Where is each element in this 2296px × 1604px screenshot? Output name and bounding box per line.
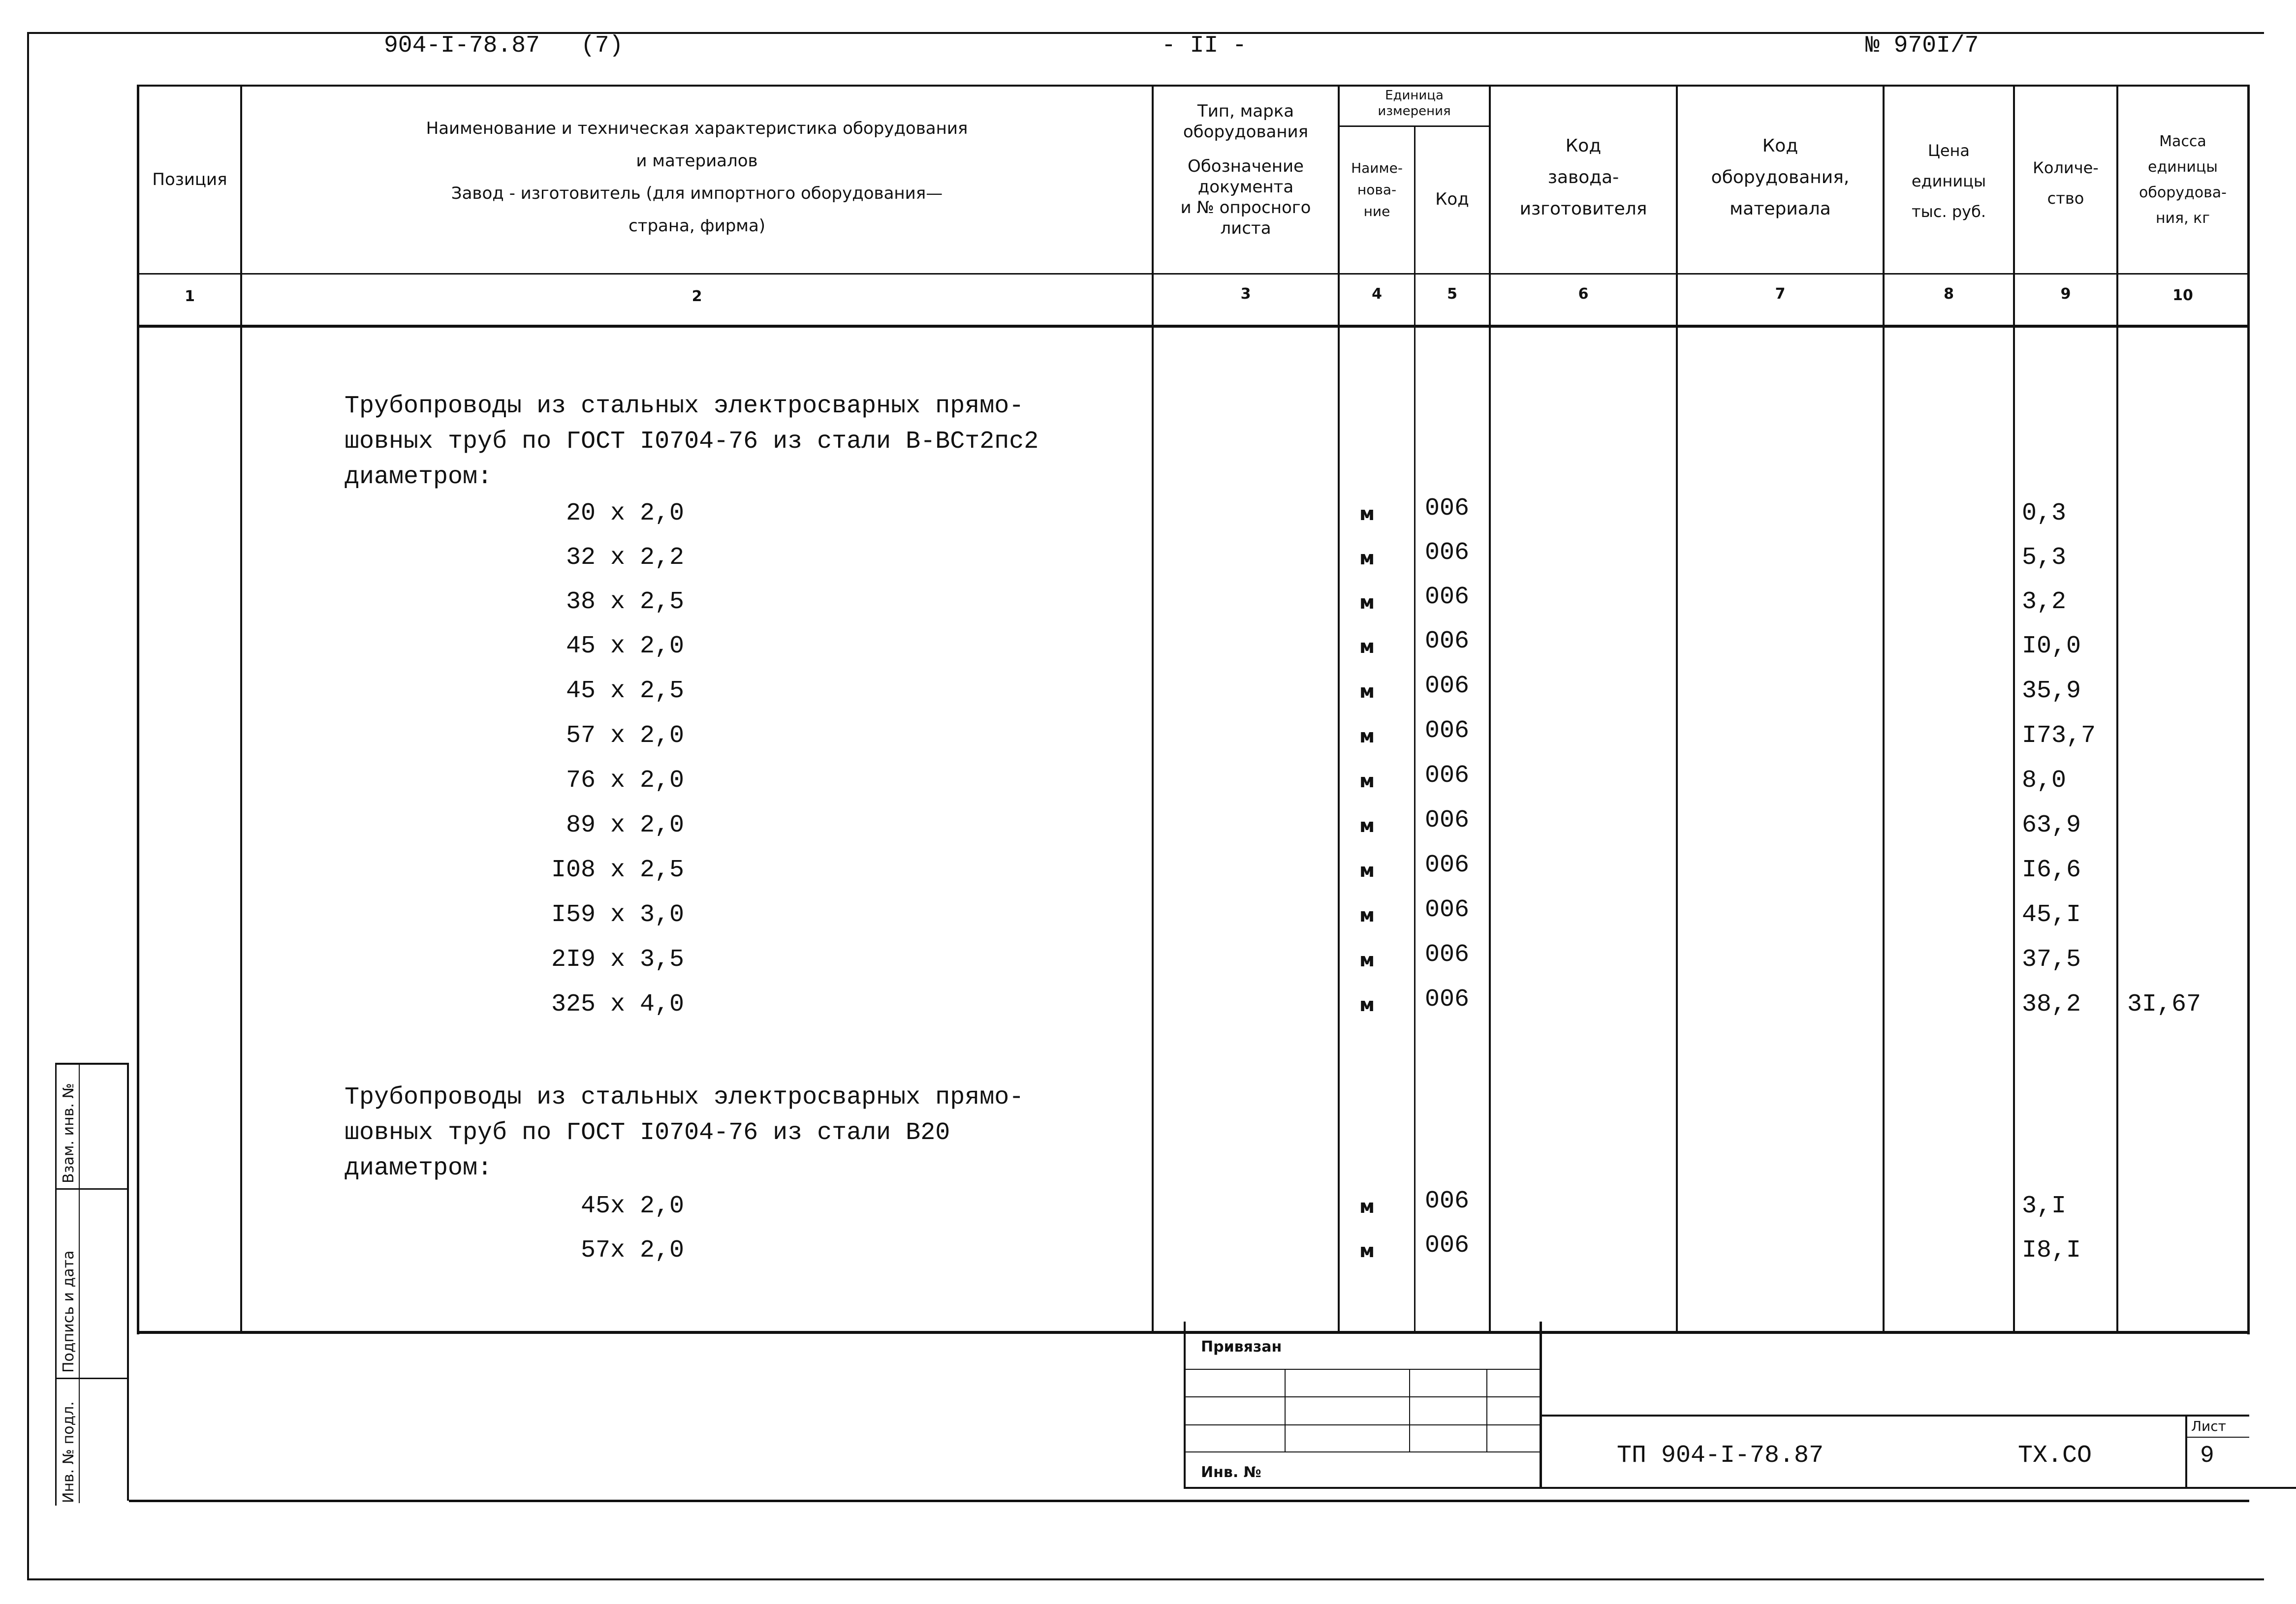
col-header-unit-group: Единица измерения: [1378, 88, 1451, 119]
pipe-size: I08 x 2,5: [551, 856, 684, 884]
table-bottom-line: [137, 1331, 2249, 1334]
unit-code: 006: [1425, 627, 1470, 655]
col-num-6: 6: [1578, 285, 1589, 303]
sheet-ref: (7): [581, 32, 624, 59]
unit-name: м: [1359, 680, 1375, 702]
col-header-unit-name: Наиме- нова- ние: [1351, 160, 1403, 219]
unit-group-divider: [1338, 125, 1490, 127]
pipe-size: 89 x 2,0: [566, 811, 684, 839]
frame-bottom-line: [27, 1578, 2264, 1580]
col-num-3: 3: [1240, 285, 1251, 303]
col-divider-4: [1414, 125, 1415, 1333]
quantity: 8,0: [2022, 767, 2067, 795]
section1-description: Трубопроводы из стальных электросварных прямо- шовных труб по ГОСТ I0704-76 из стали В-ВСт2пс2 диаметром:: [345, 392, 1039, 491]
quantity: 0,3: [2022, 499, 2067, 527]
col-divider-7: [1883, 85, 1885, 1333]
pipe-size: 45x 2,0: [580, 1192, 684, 1220]
section2-description: Трубопроводы из стальных электросварных прямо- шовных труб по ГОСТ I0704-76 из стали В20 диаметром:: [345, 1083, 1024, 1182]
quantity: 5,3: [2022, 544, 2067, 572]
col-header-name: Наименование и техническая характеристика оборудования и материалов Завод - изготовитель (для импортного оборудования— страна, фирма): [426, 119, 968, 236]
stamp-title-line: [1542, 1415, 2249, 1417]
col-header-quantity: Количе- ство: [2033, 158, 2099, 208]
unit-code: 006: [1425, 539, 1470, 567]
unit-code: 006: [1425, 851, 1470, 879]
unit-name: м: [1359, 503, 1375, 524]
quantity: 37,5: [2022, 946, 2081, 974]
col-divider-3: [1338, 85, 1340, 1333]
stamp-bottom-line: [129, 1500, 2249, 1502]
numbers-separator-line: [137, 325, 2249, 328]
col-divider-2: [1152, 85, 1154, 1333]
side-stamp-inv-original: Инв. № подл.: [60, 1401, 77, 1503]
col-header-unit-code: Код: [1435, 189, 1469, 209]
table-right-line: [2247, 85, 2250, 1334]
archive-number: № 970I/7: [1865, 32, 1979, 59]
sheet-box-divider: [2187, 1437, 2249, 1438]
pipe-size: 32 x 2,2: [566, 544, 684, 572]
unit-code: 006: [1425, 986, 1470, 1014]
unit-name: м: [1359, 591, 1375, 613]
col-num-5: 5: [1447, 285, 1457, 303]
pipe-size: 325 x 4,0: [551, 990, 684, 1018]
table-top-line: [137, 85, 2249, 87]
unit-code: 006: [1425, 672, 1470, 700]
unit-mass: 3I,67: [2127, 990, 2202, 1018]
quantity: I0,0: [2022, 632, 2081, 660]
pipe-size: 38 x 2,5: [566, 588, 684, 616]
stamp-attached-label: Привязан: [1201, 1338, 1282, 1356]
stamp-box-left: [1184, 1322, 1186, 1489]
unit-name: м: [1359, 636, 1375, 657]
pipe-size: 57x 2,0: [580, 1236, 684, 1265]
unit-name: м: [1359, 547, 1375, 569]
unit-code: 006: [1425, 1187, 1470, 1215]
unit-name: м: [1359, 770, 1375, 792]
col-header-type: Тип, марка оборудования Обозначение документа и № опросного листа: [1180, 101, 1311, 238]
unit-name: м: [1359, 904, 1375, 926]
pipe-size: I59 x 3,0: [551, 901, 684, 929]
col-header-price: Цена единицы тыс. руб.: [1911, 141, 1986, 221]
stamp-project-code: ТП 904-I-78.87: [1617, 1442, 1824, 1470]
unit-name: м: [1359, 815, 1375, 836]
side-stamp-divider-2: [55, 1378, 129, 1379]
quantity: 63,9: [2022, 811, 2081, 839]
unit-name: м: [1359, 949, 1375, 971]
stamp-sheet-value: 9: [2200, 1443, 2214, 1469]
stamp-grid-v2: [1409, 1369, 1410, 1452]
col-num-10: 10: [2172, 287, 2193, 304]
unit-name: м: [1359, 994, 1375, 1016]
unit-code: 006: [1425, 806, 1470, 834]
col-num-4: 4: [1372, 285, 1382, 303]
pipe-size: 45 x 2,5: [566, 677, 684, 705]
unit-code: 006: [1425, 583, 1470, 611]
sheet-box-left: [2185, 1415, 2187, 1488]
col-header-mass: Масса единицы оборудова- ния, кг: [2139, 133, 2227, 227]
unit-name: м: [1359, 1196, 1375, 1217]
quantity: 3,I: [2022, 1192, 2067, 1220]
pipe-size: 2I9 x 3,5: [551, 946, 684, 974]
col-num-8: 8: [1944, 285, 1954, 303]
stamp-grid-v3: [1486, 1369, 1487, 1452]
pipe-size: 57 x 2,0: [566, 722, 684, 750]
col-divider-8: [2013, 85, 2015, 1333]
page-number: - II -: [1162, 32, 1247, 59]
stamp-box-bottom: [1184, 1487, 2296, 1489]
pipe-size: 20 x 2,0: [566, 499, 684, 527]
table-left-line: [137, 85, 139, 1334]
stamp-grid-v1: [1285, 1369, 1286, 1452]
pipe-size: 45 x 2,0: [566, 632, 684, 660]
quantity: 35,9: [2022, 677, 2081, 705]
unit-code: 006: [1425, 896, 1470, 924]
unit-name: м: [1359, 860, 1375, 881]
col-header-mfr-code: Код завода- изготовителя: [1519, 136, 1647, 219]
col-header-position: Позиция: [152, 170, 227, 189]
col-divider-5: [1489, 85, 1491, 1333]
col-divider-9: [2116, 85, 2118, 1333]
stamp-sheet-label: Лист: [2191, 1418, 2226, 1434]
unit-code: 006: [1425, 494, 1470, 523]
col-divider-6: [1676, 85, 1678, 1333]
unit-code: 006: [1425, 717, 1470, 745]
unit-name: м: [1359, 725, 1375, 747]
stamp-section-code: ТХ.СО: [2018, 1442, 2092, 1470]
quantity: I8,I: [2022, 1236, 2081, 1265]
col-divider-1: [240, 85, 242, 1333]
stamp-inv-label: Инв. №: [1201, 1464, 1261, 1481]
col-num-2: 2: [692, 288, 702, 305]
unit-code: 006: [1425, 1232, 1470, 1260]
pipe-size: 76 x 2,0: [566, 767, 684, 795]
col-num-1: 1: [185, 288, 195, 305]
side-stamp-inner-line: [79, 1063, 80, 1503]
side-stamp-left-line: [55, 1063, 57, 1506]
unit-code: 006: [1425, 762, 1470, 790]
frame-left-line: [27, 32, 29, 1579]
quantity: I73,7: [2022, 722, 2096, 750]
side-stamp-right-line: [127, 1063, 129, 1501]
quantity: 38,2: [2022, 990, 2081, 1018]
side-stamp-inv-replace: Взам. инв. №: [60, 1083, 77, 1183]
side-stamp-signature-date: Подпись и дата: [60, 1250, 77, 1373]
col-num-7: 7: [1775, 285, 1786, 303]
stamp-box-right: [1540, 1322, 1542, 1489]
side-stamp-divider-1: [55, 1188, 129, 1190]
quantity: 45,I: [2022, 901, 2081, 929]
quantity: 3,2: [2022, 588, 2067, 616]
quantity: I6,6: [2022, 856, 2081, 884]
unit-code: 006: [1425, 941, 1470, 969]
col-header-equipment-code: Код оборудования, материала: [1711, 136, 1850, 219]
col-num-9: 9: [2060, 285, 2071, 303]
unit-name: м: [1359, 1240, 1375, 1262]
header-separator-line: [137, 273, 2249, 275]
doc-code: 904-I-78.87: [384, 32, 540, 59]
side-stamp-top-line: [55, 1063, 129, 1065]
